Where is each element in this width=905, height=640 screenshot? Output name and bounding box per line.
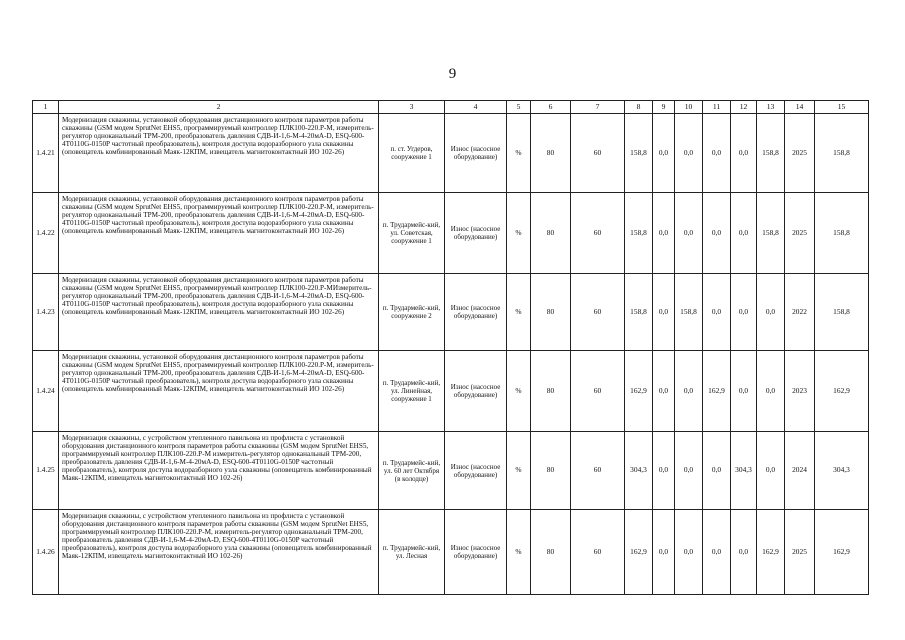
row-unit: % bbox=[507, 193, 531, 274]
cell-col9: 0,0 bbox=[653, 274, 675, 351]
cell-col6: 80 bbox=[531, 351, 571, 432]
cell-col9: 0,0 bbox=[653, 432, 675, 510]
row-unit: % bbox=[507, 432, 531, 510]
column-header: 14 bbox=[785, 101, 815, 114]
cell-col7: 60 bbox=[571, 193, 625, 274]
cell-col7: 60 bbox=[571, 114, 625, 193]
column-header: 1 bbox=[33, 101, 59, 114]
cell-col6: 80 bbox=[531, 510, 571, 595]
row-index: 1.4.26 bbox=[33, 510, 59, 595]
cell-col7: 60 bbox=[571, 351, 625, 432]
cell-col9: 0,0 bbox=[653, 510, 675, 595]
cell-col13: 158,8 bbox=[757, 114, 785, 193]
cell-col13: 162,9 bbox=[757, 510, 785, 595]
column-header: 11 bbox=[703, 101, 731, 114]
cell-col10: 0,0 bbox=[675, 432, 703, 510]
row-location: п. Трудармейс-кий, ул. 60 лет Октября (в колодце) bbox=[379, 432, 445, 510]
cell-col9: 0,0 bbox=[653, 351, 675, 432]
cell-col10: 0,0 bbox=[675, 351, 703, 432]
cell-col11: 0,0 bbox=[703, 193, 731, 274]
cell-col13: 0,0 bbox=[757, 351, 785, 432]
column-header: 9 bbox=[653, 101, 675, 114]
page-number: 9 bbox=[448, 66, 457, 82]
row-index: 1.4.21 bbox=[33, 114, 59, 193]
column-header: 3 bbox=[379, 101, 445, 114]
row-location: п. Трудармейс-кий, сооружение 2 bbox=[379, 274, 445, 351]
cell-col15: 158,8 bbox=[815, 193, 869, 274]
row-location: п. Трудармейс-кий, ул. Советская, сооружение 1 bbox=[379, 193, 445, 274]
cell-col12: 0,0 bbox=[731, 274, 757, 351]
cell-col8: 162,9 bbox=[625, 351, 653, 432]
table-row bbox=[33, 351, 869, 432]
row-description: Модернизация скважины, с устройством утепленного павильона из профлиста с установкой оборудования дистанционного контроля параметров работы скважины (GSM модем SprutNet EHS5, программируемый контроллер ПЛК100-220.Р-М измеритель-регулятор одноканальный ТРМ-200, преобразователь давления СДВ-И-1,6-М-4-20мА-D, ESQ-600-4Т0110G-0150P частотный преобразователь), контроля доступа водоразборного узла скважины (оповещатель комбинированный Маяк-12КПМ, извещатель магнитоконтактный ИО 102-26) bbox=[59, 432, 379, 510]
column-header: 12 bbox=[731, 101, 757, 114]
row-unit: % bbox=[507, 114, 531, 193]
row-index: 1.4.22 bbox=[33, 193, 59, 274]
row-unit: % bbox=[507, 274, 531, 351]
cell-col12: 0,0 bbox=[731, 114, 757, 193]
row-unit: % bbox=[507, 510, 531, 595]
cell-col14: 2025 bbox=[785, 510, 815, 595]
column-header: 4 bbox=[445, 101, 507, 114]
row-criterion: Износ (насосное оборудование) bbox=[445, 432, 507, 510]
cell-col8: 158,8 bbox=[625, 274, 653, 351]
row-description: Модернизация скважины, установкой оборудования дистанционного контроля параметров работы скважины (GSM модем SprutNet EHS5, программируемый контроллер ПЛК100-220.Р-М, измеритель-регулятор одноканальный ТРМ-200, преобразователь давления СДВ-И-1,6-М-4-20мА-D, ESQ-600-4Т0110G-0150P частотный преобразователь), контроля доступа водоразборного узла скважины (оповещатель комбинированный Маяк-12КПМ, извещатель магнитоконтактный ИО 102-26) bbox=[59, 114, 379, 193]
column-header: 15 bbox=[815, 101, 869, 114]
cell-col14: 2023 bbox=[785, 351, 815, 432]
cell-col12: 0,0 bbox=[731, 510, 757, 595]
row-location: п. ст. Угдеров, сооружение 1 bbox=[379, 114, 445, 193]
row-description: Модернизация скважины, установкой оборудования дистанционного контроля параметров работы скважины (GSM модем SprutNet EHS5, программируемый контроллер ПЛК100-220.Р-М, измеритель-регулятор одноканальный ТРМ-200, преобразователь давления СДВ-И-1,6-М-4-20мА-D, ESQ-600-4Т0110G-0150P частотный преобразователь), контроля доступа водоразборного узла скважины (оповещатель комбинированный Маяк-12КПМ, извещатель магнитоконтактный ИО 102-26) bbox=[59, 193, 379, 274]
cell-col15: 158,8 bbox=[815, 114, 869, 193]
row-criterion: Износ (насосное оборудование) bbox=[445, 274, 507, 351]
table-row bbox=[33, 510, 869, 595]
cell-col11: 0,0 bbox=[703, 510, 731, 595]
cell-col15: 304,3 bbox=[815, 432, 869, 510]
table-row bbox=[33, 193, 869, 274]
cell-col12: 0,0 bbox=[731, 351, 757, 432]
table-row bbox=[33, 274, 869, 351]
cell-col14: 2025 bbox=[785, 114, 815, 193]
cell-col6: 80 bbox=[531, 114, 571, 193]
row-unit: % bbox=[507, 351, 531, 432]
cell-col9: 0,0 bbox=[653, 193, 675, 274]
column-header: 7 bbox=[571, 101, 625, 114]
row-criterion: Износ (насосное оборудование) bbox=[445, 510, 507, 595]
row-index: 1.4.24 bbox=[33, 351, 59, 432]
column-header: 5 bbox=[507, 101, 531, 114]
cell-col10: 0,0 bbox=[675, 510, 703, 595]
cell-col8: 304,3 bbox=[625, 432, 653, 510]
row-index: 1.4.23 bbox=[33, 274, 59, 351]
cell-col13: 0,0 bbox=[757, 274, 785, 351]
row-description: Модернизация скважины, установкой оборудования дистанционного контроля параметров работы скважины (GSM модем SprutNet EHS5, программируемый контроллер ПЛК100-220.Р-М, измеритель-регулятор одноканальный ТРМ-200, преобразователь давления СДВ-И-1,6-М-4-20мА-D, ESQ-600-4Т0110G-0150P частотный преобразователь), контроля доступа водоразборного узла скважины (оповещатель комбинированный Маяк-12КПМ, извещатель магнитоконтактный ИО 102-26) bbox=[59, 351, 379, 432]
cell-col15: 158,8 bbox=[815, 274, 869, 351]
cell-col11: 0,0 bbox=[703, 432, 731, 510]
column-header: 10 bbox=[675, 101, 703, 114]
column-header: 6 bbox=[531, 101, 571, 114]
cell-col9: 0,0 bbox=[653, 114, 675, 193]
cell-col11: 0,0 bbox=[703, 114, 731, 193]
cell-col11: 162,9 bbox=[703, 351, 731, 432]
cell-col10: 0,0 bbox=[675, 114, 703, 193]
column-header: 8 bbox=[625, 101, 653, 114]
row-criterion: Износ (насосное оборудование) bbox=[445, 351, 507, 432]
cell-col10: 0,0 bbox=[675, 193, 703, 274]
cell-col6: 80 bbox=[531, 274, 571, 351]
cell-col11: 0,0 bbox=[703, 274, 731, 351]
cell-col8: 162,9 bbox=[625, 510, 653, 595]
cell-col7: 60 bbox=[571, 510, 625, 595]
row-location: п. Трудармейс-кий, ул. Линейная, сооружение 1 bbox=[379, 351, 445, 432]
cell-col6: 80 bbox=[531, 193, 571, 274]
investment-table bbox=[32, 100, 869, 595]
cell-col15: 162,9 bbox=[815, 351, 869, 432]
cell-col13: 0,0 bbox=[757, 432, 785, 510]
cell-col8: 158,8 bbox=[625, 193, 653, 274]
cell-col12: 0,0 bbox=[731, 193, 757, 274]
table-row bbox=[33, 114, 869, 193]
header-row bbox=[33, 101, 869, 114]
row-description: Модернизация скважины, установкой оборудования дистанционного контроля параметров работы скважины (GSM модем SprutNet EHS5, программируемый контроллер ПЛК100-220.Р-МИзмеритель-регулятор одноканальный ТРМ-200, преобразователь давления СДВ-И-1,6-М-4-20мА-D, ESQ-600-4Т0110G-0150P частотный преобразователь), контроля доступа водоразборного узла скважины (оповещатель комбинированный Маяк-12КПМ, извещатель магнитоконтактный ИО 102-26) bbox=[59, 274, 379, 351]
row-description: Модернизация скважины, с устройством утепленного павильона из профлиста с установкой оборудования дистанционного контроля параметров работы скважины (GSM модем SprutNet EHS5, программируемый контроллер ПЛК100-220.Р-М, измеритель-регулятор одноканальный ТРМ-200, преобразователь давления СДВ-И-1,6-М-4-20мА-D, ESQ-600-4Т0110G-0150P частотный преобразователь), контроля доступа водоразборного узла скважины (оповещатель комбинированный Маяк-12КПМ, извещатель магнитоконтактный ИО 102-26) bbox=[59, 510, 379, 595]
column-header: 13 bbox=[757, 101, 785, 114]
table-row bbox=[33, 432, 869, 510]
cell-col12: 304,3 bbox=[731, 432, 757, 510]
row-index: 1.4.25 bbox=[33, 432, 59, 510]
cell-col13: 158,8 bbox=[757, 193, 785, 274]
cell-col14: 2022 bbox=[785, 274, 815, 351]
cell-col10: 158,8 bbox=[675, 274, 703, 351]
cell-col15: 162,9 bbox=[815, 510, 869, 595]
row-criterion: Износ (насосное оборудование) bbox=[445, 114, 507, 193]
cell-col6: 80 bbox=[531, 432, 571, 510]
cell-col14: 2025 bbox=[785, 193, 815, 274]
cell-col7: 60 bbox=[571, 432, 625, 510]
column-header: 2 bbox=[59, 101, 379, 114]
row-location: п. Трудармейс-кий, ул. Лесная bbox=[379, 510, 445, 595]
cell-col7: 60 bbox=[571, 274, 625, 351]
cell-col8: 158,8 bbox=[625, 114, 653, 193]
row-criterion: Износ (насосное оборудование) bbox=[445, 193, 507, 274]
cell-col14: 2024 bbox=[785, 432, 815, 510]
